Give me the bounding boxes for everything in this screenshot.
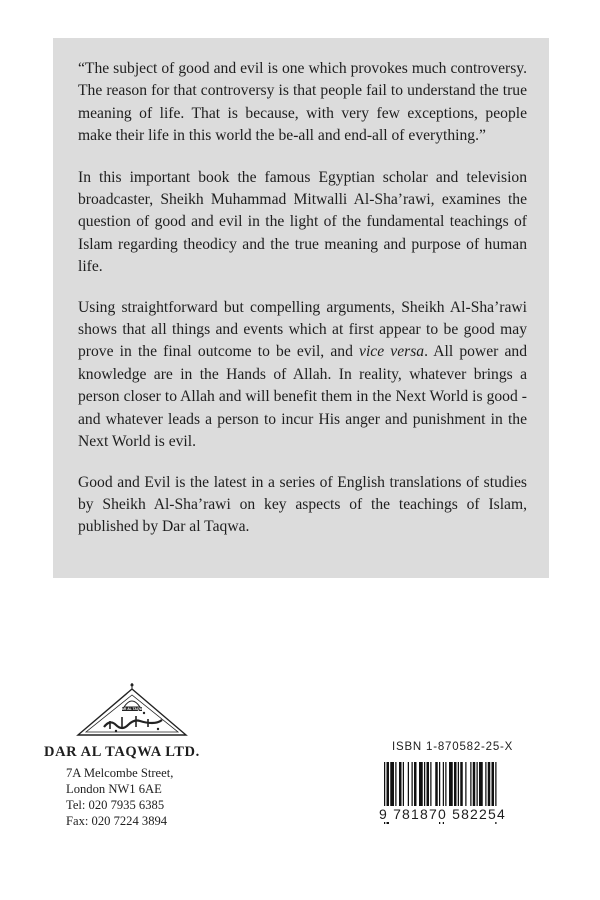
barcode-bar bbox=[424, 762, 425, 812]
publisher-info bbox=[44, 744, 224, 829]
barcode-number bbox=[378, 806, 548, 822]
barcode-bar bbox=[485, 762, 486, 812]
blurb-paragraph-3: Good and Evil is the latest in a series of English translations of studies by Sheikh Al-Sha’rawi on key aspects of the teachings of Islam, published by Dar al Taqwa. bbox=[78, 473, 527, 536]
blurb-paragraph-2-start: Using straightforward but compelling arguments, Sheikh Al-Sha’rawi shows that all things and events which at first appear to be good may prove in the final outcome to be evil, and bbox=[78, 298, 527, 361]
blurb-paragraph-1: In this important book the famous Egyptian scholar and television broadcaster, Sheikh Muhammad Mitwalli Al-Sha’rawi, examines the question of good and evil in the light of the fundamental teachings of Islam regarding theodicy and the true meaning and purpose of human life. bbox=[78, 168, 527, 276]
barcode-bar bbox=[458, 762, 459, 812]
publisher-telephone: Tel: 020 7935 6385 bbox=[66, 798, 165, 812]
barcode-bar bbox=[403, 762, 404, 812]
barcode-bar bbox=[412, 762, 413, 812]
barcode-bar bbox=[395, 762, 396, 812]
publisher-address-line-2: London NW1 6AE bbox=[66, 782, 162, 796]
barcode-bar bbox=[390, 762, 394, 812]
isbn-label: ISBN 1-870582-25-X bbox=[392, 741, 514, 753]
barcode-bar bbox=[414, 762, 417, 812]
logo-text: DAR AL TAQWA bbox=[119, 707, 145, 712]
blurb-paragraph-2-italic: vice versa bbox=[359, 343, 425, 361]
barcode-bar bbox=[477, 762, 478, 812]
barcode-bar bbox=[460, 762, 463, 812]
barcode-bar bbox=[479, 762, 483, 812]
barcode-bar bbox=[473, 762, 476, 812]
barcode-bar bbox=[430, 762, 431, 812]
barcode-bar bbox=[470, 762, 471, 812]
barcode-bar bbox=[427, 762, 430, 812]
barcode-bar bbox=[488, 762, 491, 812]
publisher-fax: Fax: 020 7224 3894 bbox=[66, 814, 168, 828]
barcode-bar bbox=[435, 762, 438, 812]
barcode-bar bbox=[449, 762, 453, 812]
barcode-bar bbox=[465, 762, 466, 812]
barcode-bar bbox=[419, 762, 423, 812]
barcode-bar bbox=[445, 762, 446, 812]
blurb-paragraph-2-end: . All power and knowledge are in the Hands of Allah. In reality, whatever brings a person closer to Allah and will benefit them in the Next World is good - and whatever leads a person to incur His anger and punishment in the Next World is evil. bbox=[78, 343, 527, 451]
barcode-bar bbox=[454, 762, 457, 812]
barcode-bar bbox=[399, 762, 402, 812]
barcode-bar bbox=[492, 762, 495, 812]
publisher-address-line-1: 7A Melcombe Street, bbox=[66, 766, 174, 780]
dar-al-taqwa-logo-icon bbox=[74, 683, 190, 739]
barcode-bar bbox=[408, 762, 409, 812]
barcode-digits-text: 9 781870 582254 bbox=[379, 806, 506, 822]
publisher-name: DAR AL TAQWA LTD. bbox=[44, 744, 200, 760]
blurb-quote: “The subject of good and evil is one which provokes much controversy. The reason for that controversy is that people fail to understand the true meaning of life. That is because, with very few exceptions, people make their life in this world the be-all and end-all of everything.” bbox=[78, 60, 527, 145]
blurb-paragraph-2 bbox=[78, 297, 527, 454]
back-cover-blurb bbox=[53, 38, 549, 578]
